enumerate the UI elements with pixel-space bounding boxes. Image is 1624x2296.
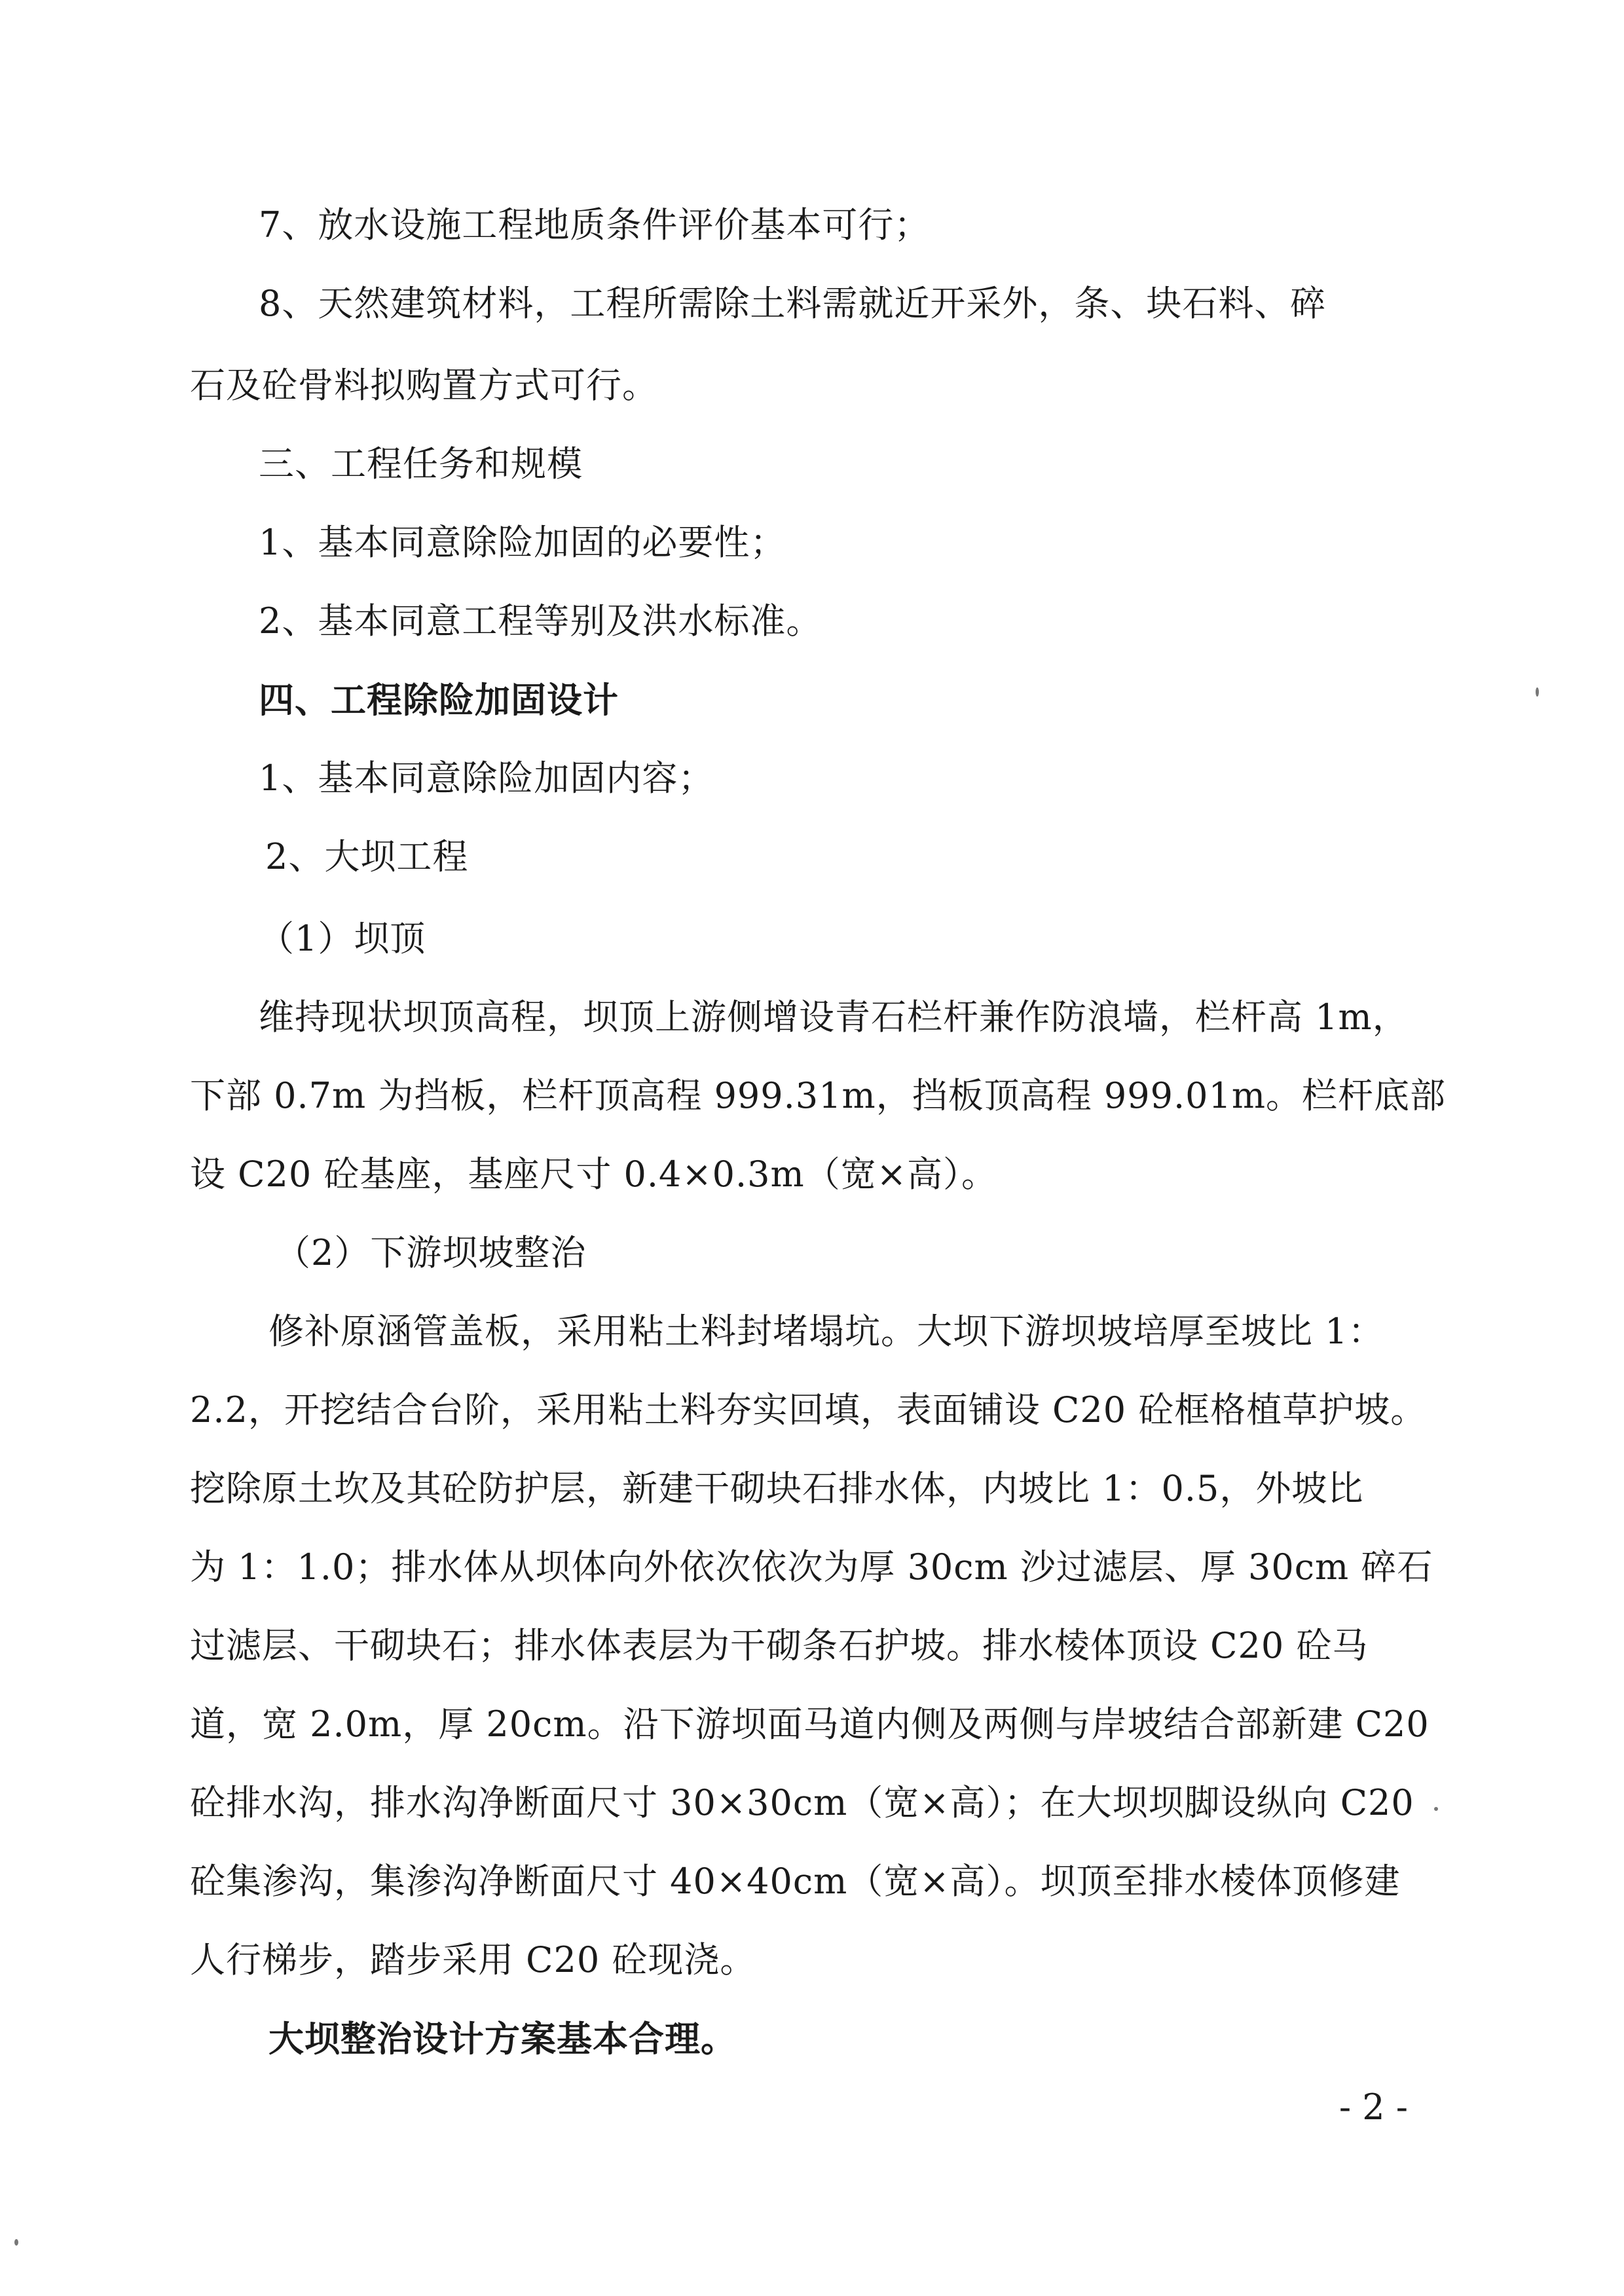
text-line-8: 1、基本同意除险加固内容； [259, 757, 714, 799]
text-line-2: 8、天然建筑材料，工程所需除土料需就近开采外，条、块石料、碎 [259, 283, 1327, 324]
scan-speck [1434, 1807, 1438, 1811]
text-line-12: 下部 0.7m 为挡板，栏杆顶高程 999.31m，挡板顶高程 999.01m。栏杆底部 [190, 1075, 1447, 1116]
text-line-19: 过滤层、干砌块石；排水体表层为干砌条石护坡。排水棱体顶设 C20 砼马 [190, 1625, 1369, 1666]
text-line-6: 2、基本同意工程等别及洪水标准。 [259, 600, 822, 642]
text-line-11: 维持现状坝顶高程，坝顶上游侧增设青石栏杆兼作防浪墙，栏杆高 1m， [259, 996, 1409, 1038]
text-line-4: 三、工程任务和规模 [259, 443, 583, 484]
text-line-21: 砼排水沟，排水沟净断面尺寸 30×30cm（宽×高）；在大坝坝脚设纵向 C20 [190, 1782, 1414, 1823]
text-line-17: 挖除原土坎及其砼防护层，新建干砌块石排水体，内坡比 1：0.5，外坡比 [190, 1468, 1364, 1509]
text-line-13: 设 C20 砼基座，基座尺寸 0.4×0.3m（宽×高）。 [190, 1154, 997, 1195]
text-line-22: 砼集渗沟，集渗沟净断面尺寸 40×40cm（宽×高）。坝顶至排水棱体顶修建 [190, 1861, 1401, 1902]
text-line-16: 2.2，开挖结合台阶，采用粘土料夯实回填，表面铺设 C20 砼框格植草护坡。 [190, 1389, 1427, 1430]
scan-speck [14, 2239, 18, 2246]
text-line-18: 为 1：1.0；排水体从坝体向外依次依次为厚 30cm 沙过滤层、厚 30cm 碎石 [190, 1546, 1433, 1588]
text-line-15: 修补原涵管盖板，采用粘土料封堵塌坑。大坝下游坝坡培厚至坡比 1： [268, 1311, 1384, 1352]
page-number: - 2 - [1338, 2086, 1408, 2128]
text-line-3: 石及砼骨料拟购置方式可行。 [190, 365, 658, 406]
text-line-5: 1、基本同意除险加固的必要性； [259, 522, 786, 563]
conclusion-line: 大坝整治设计方案基本合理。 [268, 2018, 737, 2060]
scan-speck [1536, 687, 1539, 697]
text-line-1: 7、放水设施工程地质条件评价基本可行； [259, 204, 931, 246]
text-line-10: （1）坝顶 [259, 918, 426, 959]
text-line-9: 2、大坝工程 [265, 836, 469, 877]
section-heading-4: 四、工程除险加固设计 [259, 679, 619, 721]
text-line-14: （2）下游坝坡整治 [275, 1232, 587, 1273]
text-line-20: 道，宽 2.0m，厚 20cm。沿下游坝面马道内侧及两侧与岸坡结合部新建 C20 [190, 1704, 1430, 1745]
text-line-23: 人行梯步，踏步采用 C20 砼现浇。 [190, 1939, 756, 1980]
